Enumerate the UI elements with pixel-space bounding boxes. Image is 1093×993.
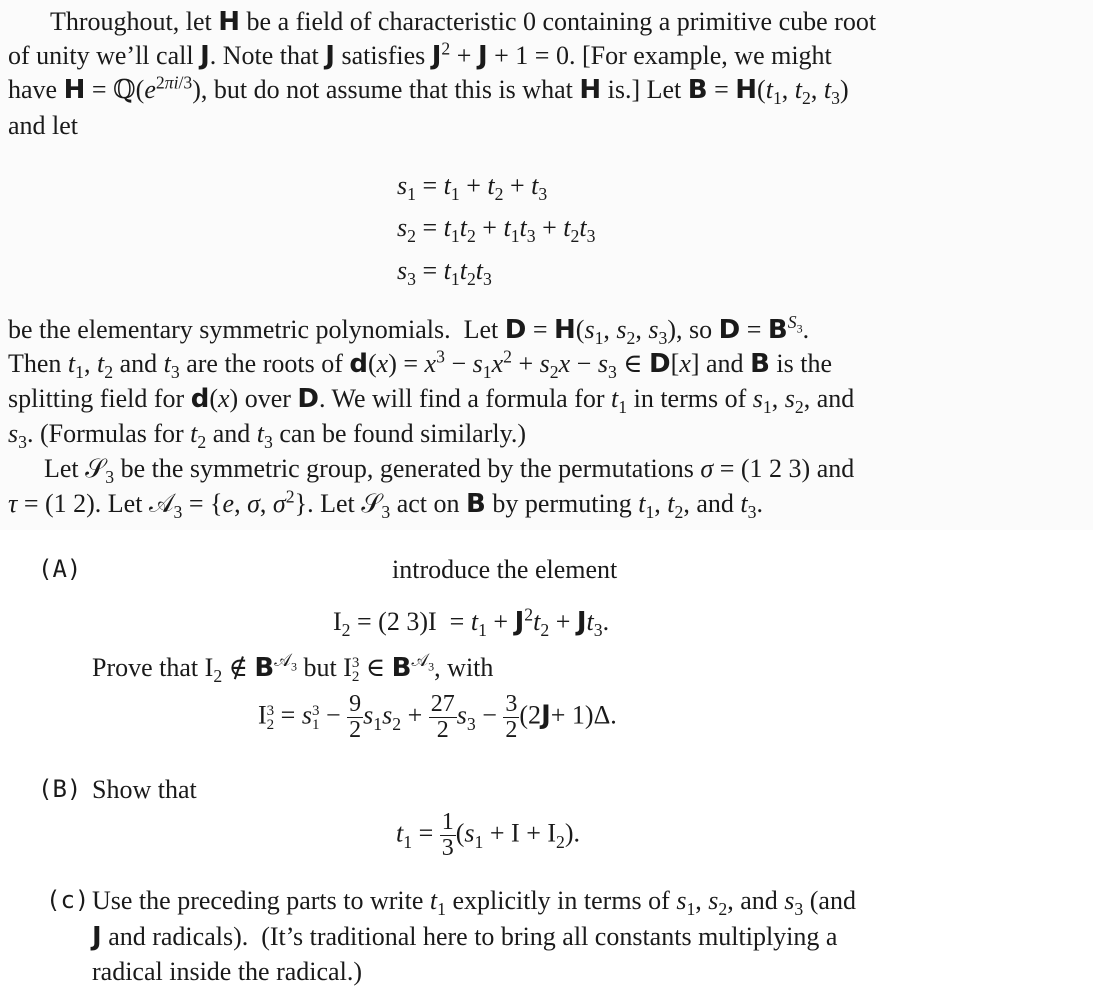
intro-line-3: have $H = ℚ(e^{2\pi i/3})$, but do not assume that this is what H is.] Let $B = H(t_1$, $t_2$, $t_3$) [8, 72, 849, 109]
part-a-equation-1: $I_2 = (2$ $3)I = t_1 + J^2t_2 + Jt_3$. [333, 604, 610, 641]
part-c-line-1: Use the preceding parts to write $t_1$ explicitly in terms of $s_1$, $s_2$, and $s_3$ (and [92, 886, 856, 920]
part-a-prove-line: Prove that $I_2$ ∉ $B^{𝒜_3}$ but I3 2 ∈ $B^{𝒜_3}$, with [92, 650, 494, 687]
para2-line-1: be the elementary symmetric polynomials. Let $D = H(s_1$, $s_2$, $s_3$), so $D = B^{S_3}$. [8, 312, 810, 349]
intro-line-1: Throughout, let H be a field of characteristic 0 containing a primitive cube root [50, 7, 877, 37]
part-b-label: (B) [38, 775, 82, 803]
part-c-line-2: J and radicals). (It’s traditional here to bring all constants multiplying a [92, 922, 838, 952]
part-a-label: (A) [38, 555, 82, 583]
part-b-equation: $t_1$ = $\frac{1}{3}$ $(s_1 + I + I_2)$. [396, 809, 581, 862]
part-c-line-3: radical inside the radical.) [92, 957, 362, 986]
para2-line-4: $s_3$. (Formulas for $t_2$ and $t_3$ can be found similarly.) [8, 419, 527, 453]
part-c-label: (c) [46, 886, 90, 914]
para3-line-2: τ = (1 2). Let 𝒜$_3$ = {e, σ, $\sigma^2$}. Let 𝒮$_3$ act on B by permuting $t_1$, $t_2$, and $t_3$. [8, 486, 763, 523]
para3-line-1: Let 𝒮$_3$ be the symmetric group, generated by the permutations σ = (1 2 3) and [44, 454, 855, 488]
part-a-intro: introduce the element [392, 555, 618, 584]
part-b-text: Show that [92, 775, 197, 804]
definition-s2: $s_2 = t_1t_2 + t_1t_3 + t_2t_3$ [397, 213, 596, 247]
part-a-equation-2: I3 2 = s3 1 − $\frac{9}{2}$ $s_1s_2$ + $\frac{27}{2}$ $s_3$ − $\frac{3}{2}$ (2J+ 1)Δ. [258, 691, 617, 744]
intro-line-4: and let [8, 111, 79, 140]
para2-line-3: splitting field for d(x) over D. We will find a formula for $t_1$ in terms of $s_1$, $s_2$, and [8, 384, 855, 418]
definition-s3: $s_3 = t_1t_2t_3$ [397, 256, 492, 290]
para2-line-2: Then $t_1$, $t_2$ and $t_3$ are the roots of $d(x) = x^3 - s_1x^2 + s_2x - s_3$ ∈ D[x] and B is the [8, 346, 832, 383]
intro-line-2: of unity we’ll call J. Note that J satisfies $J^2 + J + 1 = 0$. [For example, we might [8, 38, 832, 71]
definition-s1: $s_1 = t_1 + t_2 + t_3$ [397, 171, 548, 205]
